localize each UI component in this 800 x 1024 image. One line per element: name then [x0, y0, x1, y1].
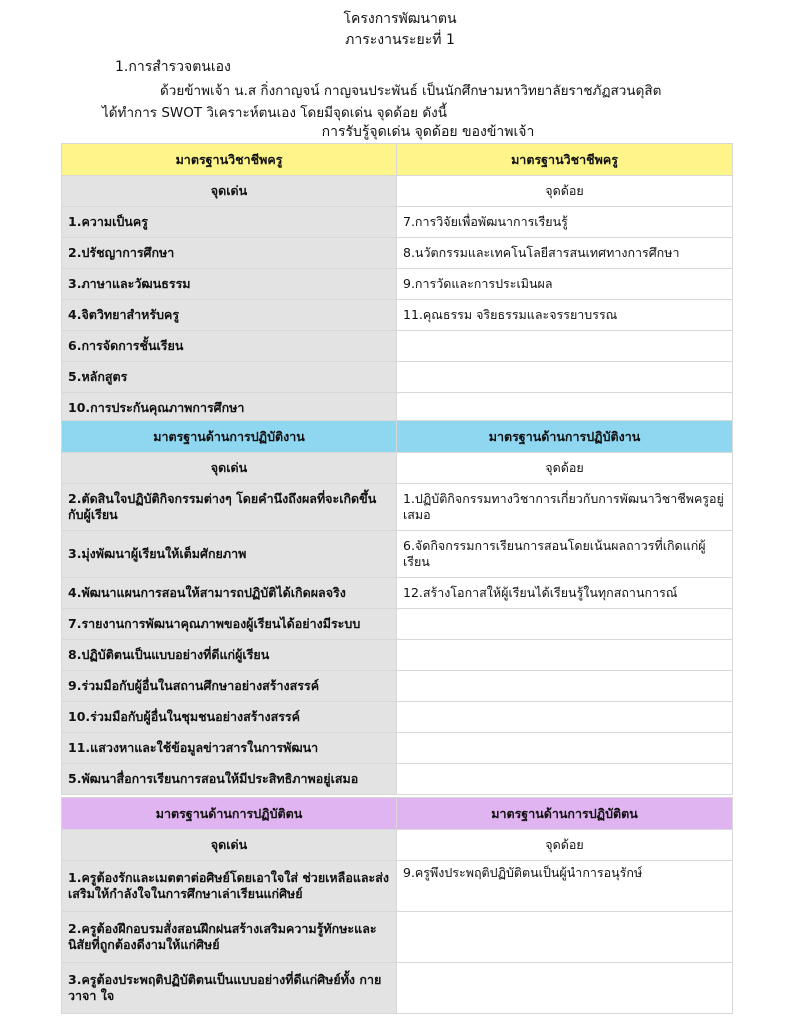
- weakness-cell: [397, 393, 733, 424]
- weakness-cell: [397, 912, 733, 963]
- table-header-left: มาตรฐานวิชาชีพครู: [62, 144, 397, 176]
- strengths-weaknesses-heading: การรับรู้จุดเด่น จุดด้อย ของข้าพเจ้า: [321, 124, 535, 140]
- strength-cell: 7.รายงานการพัฒนาคุณภาพของผู้เรียนได้อย่างมีระบบ: [62, 609, 397, 640]
- strengths-label: จุดเด่น: [62, 453, 397, 484]
- table-row: [62, 207, 733, 238]
- table-row: [62, 912, 733, 963]
- strength-cell: 8.ปฏิบัติตนเป็นแบบอย่างที่ดีแก่ผู้เรียน: [62, 640, 397, 671]
- table-row: [62, 963, 733, 1014]
- weakness-cell: 9.การวัดและการประเมินผล: [397, 269, 733, 300]
- work-performance-standards-table: [61, 420, 733, 795]
- table-subheader-row: [62, 453, 733, 484]
- strength-cell: 2.ครูต้องฝึกอบรมสั่งสอนฝึกฝนสร้างเสริมความรู้ทักษะและนิสัยที่ถูกต้องดีงามให้แก่ศิษย์: [62, 912, 397, 963]
- table-header-right: มาตรฐานวิชาชีพครู: [397, 144, 733, 176]
- intro-paragraph-line1: ด้วยข้าพเจ้า น.ส กิ่งกาญจน์ กาญจนประพันธ์ เป็นนักศึกษามหาวิทยาลัยราชภัฏสวนดุสิต: [160, 83, 662, 99]
- weakness-cell: [397, 331, 733, 362]
- section-heading: 1.การสำรวจตนเอง: [115, 59, 231, 75]
- strength-cell: 1.ครูต้องรักและเมตตาต่อศิษย์โดยเอาใจใส่ ช่วยเหลือและส่งเสริมให้กำลังใจในการศึกษาเล่าเรียนแก่ศิษย์: [62, 861, 397, 912]
- strength-cell: 1.ความเป็นครู: [62, 207, 397, 238]
- strength-cell: 6.การจัดการชั้นเรียน: [62, 331, 397, 362]
- strength-cell: 4.จิตวิทยาสำหรับครู: [62, 300, 397, 331]
- strength-cell: 4.พัฒนาแผนการสอนให้สามารถปฏิบัติได้เกิดผลจริง: [62, 578, 397, 609]
- weaknesses-label: จุดด้อย: [397, 176, 733, 207]
- weakness-cell: [397, 764, 733, 795]
- strength-cell: 3.ครูต้องประพฤติปฏิบัติตนเป็นแบบอย่างที่ดีแก่ศิษย์ทั้ง กาย วาจา ใจ: [62, 963, 397, 1014]
- weakness-cell: [397, 733, 733, 764]
- intro-paragraph-line2: ได้ทำการ SWOT วิเคราะห์ตนเอง โดยมีจุดเด่น จุดด้อย ดังนี้: [102, 105, 447, 121]
- table-row: [62, 733, 733, 764]
- strength-cell: 5.หลักสูตร: [62, 362, 397, 393]
- weaknesses-label: จุดด้อย: [397, 830, 733, 861]
- strengths-label: จุดเด่น: [62, 830, 397, 861]
- strength-cell: 3.มุ่งพัฒนาผู้เรียนให้เต็มศักยภาพ: [62, 531, 397, 578]
- table-row: [62, 861, 733, 912]
- table-row: [62, 671, 733, 702]
- table-subheader-row: [62, 176, 733, 207]
- table-row: [62, 238, 733, 269]
- teacher-professional-standards-table: [61, 143, 733, 424]
- table-row: [62, 764, 733, 795]
- strength-cell: 2.ตัดสินใจปฏิบัติกิจกรรมต่างๆ โดยคำนึงถึงผลที่จะเกิดขึ้นกับผู้เรียน: [62, 484, 397, 531]
- table-row: [62, 609, 733, 640]
- strength-cell: 5.พัฒนาสื่อการเรียนการสอนให้มีประสิทธิภาพอยู่เสมอ: [62, 764, 397, 795]
- table-row: [62, 702, 733, 733]
- table-header-row: [62, 798, 733, 830]
- table-row: [62, 578, 733, 609]
- weakness-cell: [397, 963, 733, 1014]
- document-subtitle: ภาระงานระยะที่ 1: [345, 32, 455, 48]
- weakness-cell: 11.คุณธรรม จริยธรรมและจรรยาบรรณ: [397, 300, 733, 331]
- strength-cell: 10.การประกันคุณภาพการศึกษา: [62, 393, 397, 424]
- table-header-right: มาตรฐานด้านการปฏิบัติงาน: [397, 421, 733, 453]
- table-row: [62, 484, 733, 531]
- table-row: [62, 640, 733, 671]
- weakness-cell: [397, 640, 733, 671]
- table-row: [62, 531, 733, 578]
- weaknesses-label: จุดด้อย: [397, 453, 733, 484]
- strength-cell: 2.ปรัชญาการศึกษา: [62, 238, 397, 269]
- strengths-label: จุดเด่น: [62, 176, 397, 207]
- weakness-cell: 8.นวัตกรรมและเทคโนโลยีสารสนเทศทางการศึกษา: [397, 238, 733, 269]
- weakness-cell: 1.ปฏิบัติกิจกรรมทางวิชาการเกี่ยวกับการพัฒนาวิชาชีพครูอยู่เสมอ: [397, 484, 733, 531]
- weakness-cell: 9.ครูพึงประพฤติปฏิบัติตนเป็นผู้นำการอนุรักษ์: [397, 861, 733, 912]
- table-header-left: มาตรฐานด้านการปฏิบัติตน: [62, 798, 397, 830]
- weakness-cell: 12.สร้างโอกาสให้ผู้เรียนได้เรียนรู้ในทุกสถานการณ์: [397, 578, 733, 609]
- table-row: [62, 269, 733, 300]
- table-row: [62, 331, 733, 362]
- table-header-row: [62, 144, 733, 176]
- table-header-row: [62, 421, 733, 453]
- table-row: [62, 300, 733, 331]
- weakness-cell: [397, 702, 733, 733]
- weakness-cell: 7.การวิจัยเพื่อพัฒนาการเรียนรู้: [397, 207, 733, 238]
- table-subheader-row: [62, 830, 733, 861]
- strength-cell: 11.แสวงหาและใช้ข้อมูลข่าวสารในการพัฒนา: [62, 733, 397, 764]
- table-header-right: มาตรฐานด้านการปฏิบัติตน: [397, 798, 733, 830]
- strength-cell: 10.ร่วมมือกับผู้อื่นในชุมชนอย่างสร้างสรรค์: [62, 702, 397, 733]
- table-row: [62, 362, 733, 393]
- strength-cell: 9.ร่วมมือกับผู้อื่นในสถานศึกษาอย่างสร้างสรรค์: [62, 671, 397, 702]
- table-header-left: มาตรฐานด้านการปฏิบัติงาน: [62, 421, 397, 453]
- weakness-cell: [397, 671, 733, 702]
- document-title: โครงการพัฒนาตน: [343, 11, 457, 27]
- personal-conduct-standards-table: [61, 797, 733, 1014]
- weakness-cell: [397, 362, 733, 393]
- weakness-cell: 6.จัดกิจกรรมการเรียนการสอนโดยเน้นผลถาวรที่เกิดแก่ผู้เรียน: [397, 531, 733, 578]
- table-row: [62, 393, 733, 424]
- strength-cell: 3.ภาษาและวัฒนธรรม: [62, 269, 397, 300]
- weakness-cell: [397, 609, 733, 640]
